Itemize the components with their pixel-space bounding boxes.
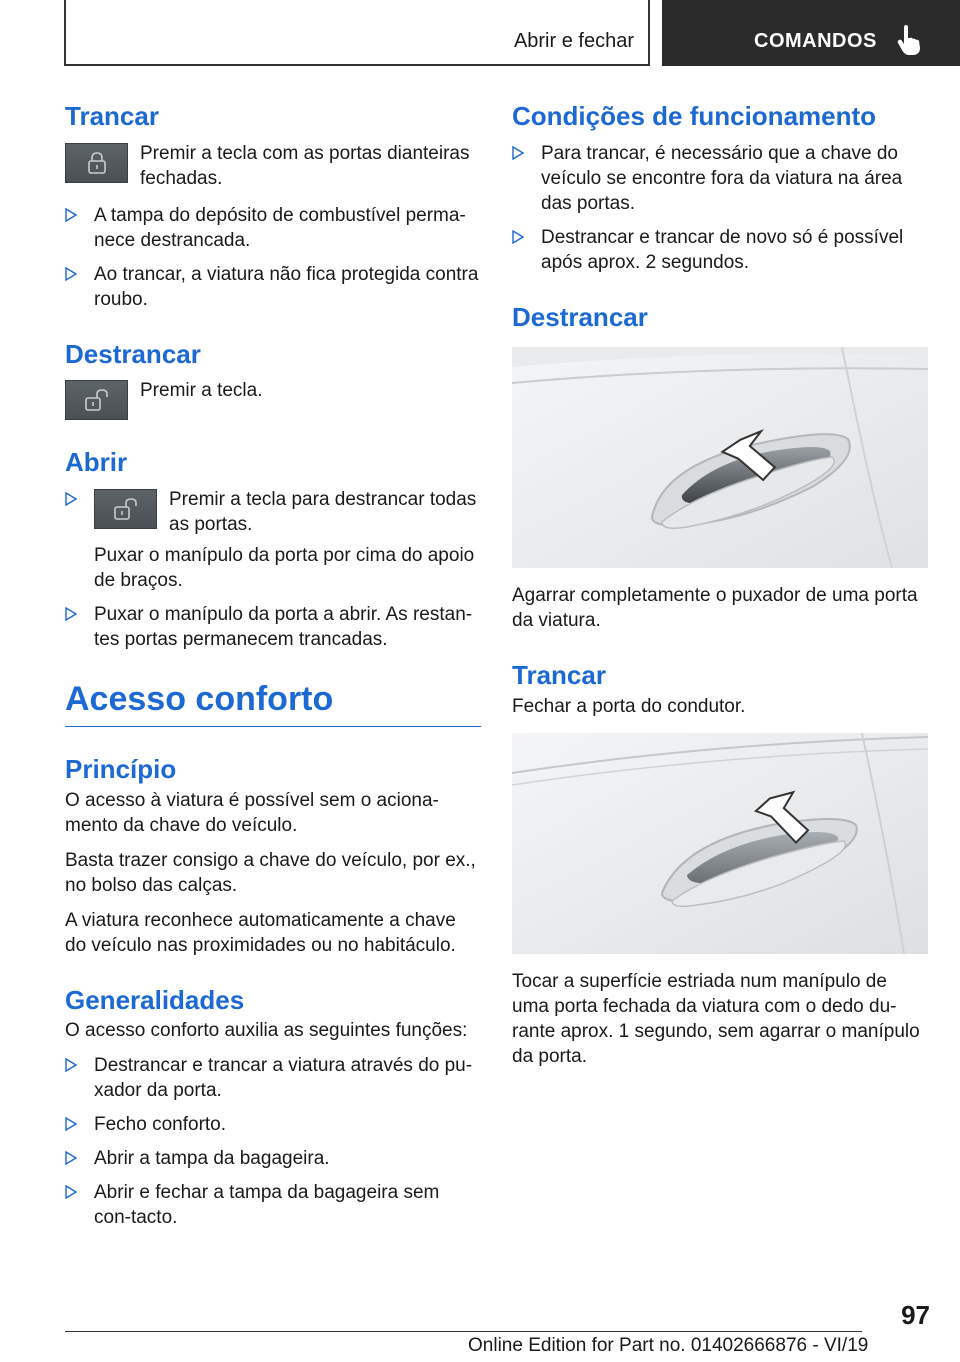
triangle-bullet-icon [65,492,77,506]
door-handle-touch-illustration [512,733,928,954]
lock-key-button [65,143,128,183]
section-title: Abrir e fechar [513,30,634,52]
triangle-bullet-icon [65,607,77,621]
section-destrancar-right [512,301,928,634]
list-item: Fecho conforto. [65,1112,481,1137]
list-item: Abrir e fechar a tampa da bagageira sem con‐tacto. [65,1180,481,1230]
trancar-caption: Tocar a superfície estriada num manípulo de uma porta fechada da viatura com o dedo du‐rante aprox. 1 segundo, sem agarrar o manípulo da porta. [512,970,920,1067]
trancar-bullets [65,203,481,312]
triangle-bullet-icon [512,146,524,160]
condicoes-bullets [512,141,928,275]
section-principio [65,753,481,958]
footer-edition: Online Edition for Part no. 01402666876 - VI/19 [468,1335,869,1356]
lock-open-icon [84,388,110,412]
list-item: Destrancar e trancar de novo só é possível após aprox. 2 segundos. [512,225,928,275]
lock-open-icon [113,497,139,521]
hand-pointer-icon [896,24,922,56]
list-item: Puxar o manípulo da porta a abrir. As restan‐tes portas permanecem trancadas. [65,602,481,652]
door-handle-grab-illustration [512,347,928,568]
list-item [65,487,481,593]
paragraph: O acesso conforto auxilia as seguintes funções: [65,1020,468,1041]
abrir-bullets [65,487,481,652]
trancar-key-text: Premir a tecla com as portas dianteiras fechadas. [140,142,470,189]
unlock-key-button [65,380,128,420]
section-destrancar [65,338,481,421]
chapter-label: COMANDOS [754,30,877,52]
section-abrir [65,446,481,652]
heading-principio: Princípio [65,754,177,784]
header-section-box [64,0,650,66]
lock-closed-icon [86,151,108,175]
heading-destrancar: Destrancar [65,338,201,369]
heading-trancar-right: Trancar [512,660,606,690]
triangle-bullet-icon [65,1058,77,1072]
triangle-bullet-icon [65,208,77,222]
list-item: Para trancar, é necessário que a chave do veículo se encontre fora da viatura na área das portas. [512,141,928,216]
destrancar-caption: Agarrar completamente o puxador de uma porta da viatura. [512,585,918,631]
page-number: 97 [901,1300,930,1330]
trancar-intro: Fechar a porta do condutor. [512,695,746,717]
destrancar-key-text: Premir a tecla. [140,380,263,401]
triangle-bullet-icon [65,267,77,281]
section-trancar-right [512,659,928,1069]
paragraph: O acesso à viatura é possível sem o aciona‐mento da chave do veículo. [65,789,439,836]
paragraph: Basta trazer consigo a chave do veículo, por ex., no bolso das calças. [65,849,476,896]
list-item: Ao trancar, a viatura não fica protegida contra roubo. [65,262,481,312]
list-item: Abrir a tampa da bagageira. [65,1146,481,1171]
triangle-bullet-icon [65,1185,77,1199]
left-column [65,100,481,1256]
heading-acesso-conforto: Acesso conforto [65,679,334,718]
heading-abrir: Abrir [65,447,128,477]
section-condicoes [512,100,928,275]
list-item: Destrancar e trancar a viatura através do pu‐xador da porta. [65,1053,481,1103]
heading-condicoes: Condições de funcionamento [512,101,877,131]
heading-generalidades: Generalidades [65,984,245,1015]
heading-trancar: Trancar [65,101,159,131]
generalidades-bullets [65,1053,481,1230]
section-trancar [65,100,481,312]
list-item: A tampa do depósito de combustível perma‐nece destrancada. [65,203,481,253]
chapter-heading-wrap [65,678,481,728]
triangle-bullet-icon [65,1117,77,1131]
right-column [512,100,928,1095]
paragraph: A viatura reconhece automaticamente a chave do veículo nas proximidades ou no habitáculo. [65,909,456,956]
footer-divider [65,1331,862,1332]
triangle-bullet-icon [65,1151,77,1165]
chapter-tab[interactable] [662,0,960,66]
key-row-lock [65,141,481,191]
triangle-bullet-icon [512,230,524,244]
section-generalidades [65,984,481,1231]
heading-destrancar-right: Destrancar [512,301,648,332]
abrir-key-text: Premir a tecla para destrancar todas as portas. [169,488,477,535]
unlock-key-button [94,489,157,529]
abrir-extra-text: Puxar o manípulo da porta por cima do apoio de braços. [94,544,475,591]
key-row-unlock [65,378,481,420]
